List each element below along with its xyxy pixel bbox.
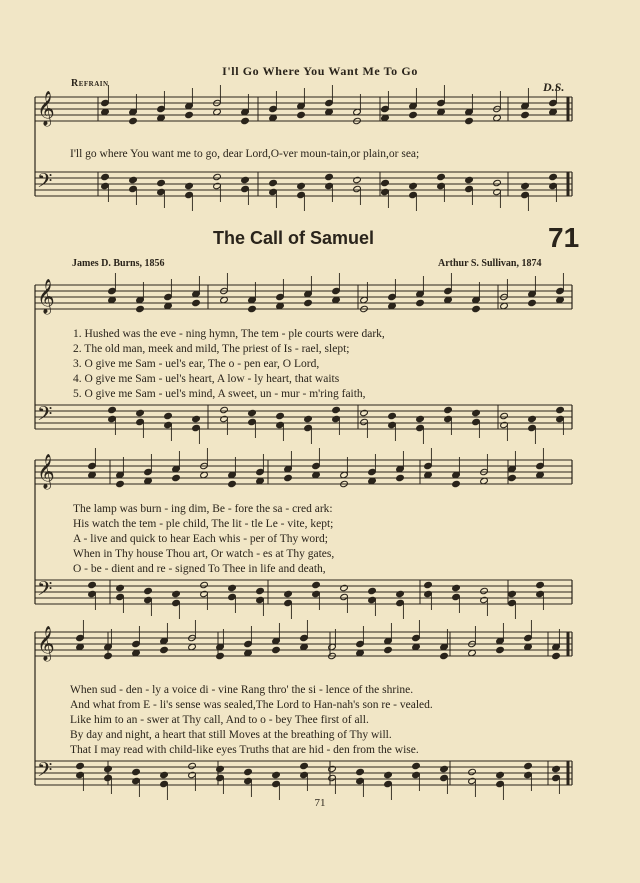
lyric-line: 5. O give me Sam - uel's mind, A sweet, un - mur - m'ring faith, <box>73 388 366 400</box>
note-head <box>269 179 278 186</box>
note-head <box>384 646 393 653</box>
refrain-label: Refrain <box>71 78 109 89</box>
lyric-line: When sud - den - ly a voice di - vine Rang thro' the si - lence of the shrine. <box>70 684 414 696</box>
note-head <box>353 176 362 183</box>
note-head <box>228 480 237 487</box>
note-head <box>136 409 145 416</box>
note-head <box>160 646 169 653</box>
note-head <box>300 762 309 769</box>
note-head <box>521 182 530 189</box>
note-head <box>220 406 229 413</box>
note-head <box>132 768 141 775</box>
note-head <box>172 590 181 597</box>
note-head <box>556 406 565 413</box>
note-head <box>440 652 449 659</box>
note-head <box>500 412 509 419</box>
note-head <box>416 299 425 306</box>
note-head <box>452 480 461 487</box>
note-head <box>381 179 390 186</box>
note-head <box>216 765 225 772</box>
clef-icon: 𝄢 <box>37 577 53 605</box>
note-head <box>76 762 85 769</box>
note-head <box>284 474 293 481</box>
note-head <box>297 111 306 118</box>
note-head <box>536 581 545 588</box>
note-head <box>444 406 453 413</box>
note-head <box>241 117 250 124</box>
note-head <box>496 646 505 653</box>
note-head <box>496 771 505 778</box>
note-head <box>409 182 418 189</box>
note-head <box>368 587 377 594</box>
note-head <box>549 173 558 180</box>
note-head <box>188 762 197 769</box>
note-head <box>276 412 285 419</box>
lyric-line: 1. Hushed was the eve - ning hymn, The tem - ple courts were dark, <box>73 328 385 340</box>
refrain-lyric: I'll go where You want me to go, dear Lord,O-ver moun-tain,or plain,or sea; <box>70 148 420 160</box>
lyric-line: His watch the tem - ple child, The lit - tle Le - vite, kept; <box>73 518 334 530</box>
lyric-line: 4. O give me Sam - uel's heart, A low - ly heart, that waits <box>73 373 340 385</box>
note-head <box>521 111 530 118</box>
lyric-line: 2. The old man, meek and mild, The priest of Is - rael, slept; <box>73 343 350 355</box>
page-number: 71 <box>314 797 326 809</box>
note-head <box>192 415 201 422</box>
note-head <box>508 590 517 597</box>
note-head <box>297 182 306 189</box>
note-head <box>416 415 425 422</box>
note-head <box>248 409 257 416</box>
note-head <box>88 581 97 588</box>
note-head <box>272 646 281 653</box>
note-head <box>200 581 209 588</box>
note-head <box>108 406 117 413</box>
note-head <box>325 173 334 180</box>
note-head <box>284 590 293 597</box>
lyric-line: And what from E - li's sense was sealed,The Lord to Han-nah's son re - vealed. <box>70 699 433 711</box>
note-head <box>304 299 313 306</box>
note-head <box>493 179 502 186</box>
dal-segno-mark: D.S. <box>543 80 565 94</box>
note-head <box>409 111 418 118</box>
note-head <box>340 584 349 591</box>
note-head <box>248 305 257 312</box>
lyric-line: Like him to an - swer at Thy call, And to o - bey Thee first of all. <box>70 714 369 726</box>
note-head <box>437 173 446 180</box>
note-head <box>552 652 561 659</box>
refrain-title: I'll Go Where You Want Me To Go <box>222 64 418 78</box>
note-head <box>552 765 561 772</box>
note-head <box>101 173 110 180</box>
lyric-line: A - live and quick to hear Each whis - per of Thy word; <box>73 533 328 545</box>
note-head <box>129 117 138 124</box>
note-head <box>396 590 405 597</box>
note-head <box>508 474 517 481</box>
clef-icon: 𝄢 <box>37 758 53 786</box>
note-head <box>185 182 194 189</box>
note-head <box>528 415 537 422</box>
note-head <box>213 173 222 180</box>
note-head <box>241 176 250 183</box>
words-credit: James D. Burns, 1856 <box>72 258 165 269</box>
note-head <box>468 768 477 775</box>
note-head <box>388 412 397 419</box>
note-head <box>216 652 225 659</box>
note-head <box>384 771 393 778</box>
note-head <box>312 581 321 588</box>
clef-icon: 𝄞 <box>37 626 55 661</box>
note-head <box>452 584 461 591</box>
hymn-number: 71 <box>548 222 580 253</box>
note-head <box>136 305 145 312</box>
note-head <box>228 584 237 591</box>
lyric-line: By day and night, a heart that still Moves at the breathing of Thy will. <box>70 729 392 741</box>
note-head <box>116 480 125 487</box>
note-head <box>172 474 181 481</box>
note-head <box>465 176 474 183</box>
note-head <box>412 762 421 769</box>
lyric-line: 3. O give me Sam - uel's ear, The o - pen ear, O Lord, <box>73 358 320 370</box>
note-head <box>160 771 169 778</box>
note-head <box>256 587 265 594</box>
note-head <box>440 765 449 772</box>
lyric-line: That I may read with child-like eyes Truths that are hid - den from the wise. <box>70 744 419 756</box>
note-head <box>116 584 125 591</box>
note-head <box>192 299 201 306</box>
lyric-line: When in Thy house Thou art, Or watch - es at Thy gates, <box>73 548 335 560</box>
lyric-line: O - be - dient and re - signed To Thee in life and death, <box>73 563 326 575</box>
note-head <box>424 581 433 588</box>
note-head <box>472 409 481 416</box>
clef-icon: 𝄢 <box>37 169 53 197</box>
hymn-title: The Call of Samuel <box>213 228 375 248</box>
note-head <box>129 176 138 183</box>
note-head <box>472 305 481 312</box>
clef-icon: 𝄢 <box>37 402 53 430</box>
note-head <box>328 765 337 772</box>
clef-icon: 𝄞 <box>37 454 55 489</box>
note-head <box>244 768 253 775</box>
music-credit: Arthur S. Sullivan, 1874 <box>438 258 542 269</box>
lyric-line: The lamp was burn - ing dim, Be - fore the sa - cred ark: <box>73 503 333 515</box>
note-head <box>465 117 474 124</box>
note-head <box>164 412 173 419</box>
note-head <box>396 474 405 481</box>
note-head <box>272 771 281 778</box>
note-head <box>332 406 341 413</box>
note-head <box>185 111 194 118</box>
note-head <box>104 765 113 772</box>
note-head <box>144 587 153 594</box>
note-head <box>157 179 166 186</box>
clef-icon: 𝄞 <box>37 279 55 314</box>
note-head <box>480 587 489 594</box>
note-head <box>104 652 113 659</box>
note-head <box>304 415 313 422</box>
note-head <box>356 768 365 775</box>
note-head <box>360 409 369 416</box>
note-head <box>528 299 537 306</box>
note-head <box>524 762 533 769</box>
clef-icon: 𝄞 <box>37 91 55 126</box>
